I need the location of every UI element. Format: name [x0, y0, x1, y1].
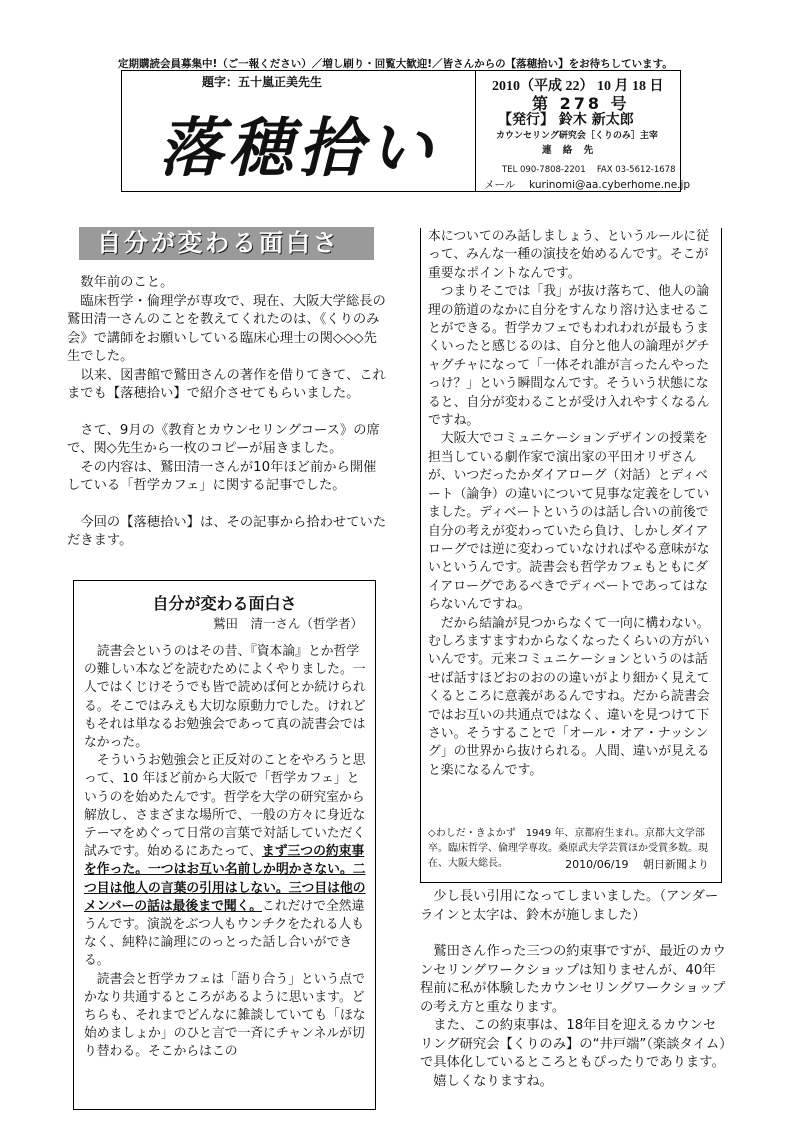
quoted-article-title: 自分が変わる面白さ	[152, 594, 297, 613]
intro-paragraph: 数年前のこと。	[67, 275, 174, 290]
spacer	[67, 404, 389, 422]
spacer	[420, 925, 726, 943]
quote-paragraph: だから結論が見つからなくて一向に構わない。むしろますますわからなくなったくらいの方がいいんです。元来コミュニケーションというのは話せば話すほどおのおのの違いがより細かく見えてくるところに意義があるんですね。だから読書会ではお互いの共通点ではなく、違いを見つけて下さい。そうすることで「オール・オア・ナッシング」の世界から抜けられる。人間、違いが見えると楽になるんです。	[428, 615, 710, 778]
author-profile: ◇わしだ・きよかず 1949 年、京都府生まれ。京都大文学部卒。臨床哲学、倫理学専攻。桑原武夫学芸賞ほか受賞多数。現在、大阪大総長。	[428, 828, 708, 869]
intro-paragraph: 今回の【落穂拾い】は、その記事から拾わせていただきます。	[67, 514, 387, 548]
intro-text	[67, 274, 389, 551]
source-citation: 2010/06/19 朝日新聞より	[565, 858, 709, 871]
quote-text: そういうお勉強会と正反対のことをやろうと思って、10 年ほど前から大阪で「哲学カフェ」というのを始めたんです。哲学を大学の研究室から解放し、さまざまな場所で、一般の方々に身近なテーマをめぐって日常の言葉で対話していただく試みです。始めるにあたって、	[84, 753, 366, 860]
calligraphy-credit: 題字：五十嵐正美先生	[202, 75, 323, 89]
quote-paragraph: 読書会と哲学カフェは「語り合う」という点でかなり共通するところがあるように思います。どちらも、それまでどんなに雑談していても「ほな始めましょか」のひと言で一斉にチャンネルが切り替わる。そこからはこの	[84, 971, 366, 1060]
quote-paragraph: 大阪大でコミュニケーションデザインの授業を担当している劇作家で演出家の平田オリザさんが、いつだったかダイアローグ（対話）とディベート（論争）の違いについて見事な定義をしていました。ディベートというのは話し合いの前後で自分の考えが変わっていたら負け、しかしダイアローグでは逆に変わっていなければやる意味がないというんです。読書会も哲学カフェもともにダイアローグであるべきでディベートであってはならないんですね。	[428, 431, 710, 613]
intro-paragraph: 以来、図書館で鷲田さんの著作を借りてきて、これまでも【落穂拾い】で紹介させてもらいました。	[67, 367, 386, 401]
afterword	[420, 888, 726, 1091]
quote-paragraph: つまりそこでは「我」が抜け落ちて、他人の論理の筋道のなかに自分をすんなり溶け込ませることができる。哲学カフェでもわれわれが最もうまくいったと感じるのは、自分と他人の論理がグチャグチャになって「一体それ誰が言ったんやったっけ？」という瞬間なんです。そういう状態になると、自分が変わることが受け入れやすくなるんですね。	[428, 284, 710, 429]
masthead-divider	[475, 71, 476, 191]
issue-number: 第 278 号	[532, 94, 630, 113]
spacer	[67, 496, 389, 514]
quote-text: これだけで全然違うんです。演説をぶつ人もウンチクをたれる人もなく、純粋に論理にのっとった話し合いができる。	[84, 898, 365, 969]
quote-emphasis: まず三つの約束事を作った。一つはお互い名前しか明かさない。二つ目は他人の言葉の引用はしない。三つ目は他のメンバーの話は最後まで聞く。	[84, 844, 366, 914]
masthead	[121, 70, 691, 192]
quoted-article-continued	[420, 228, 722, 883]
quote-paragraph	[84, 752, 368, 970]
quoted-article-author: 鷲田 清一さん（哲学者）	[212, 616, 363, 631]
quoted-article-body-continued	[428, 228, 718, 780]
afterword-paragraph: 少し長い引用になってしまいました。（アンダーラインと太字は、鈴木が施しました）	[420, 889, 719, 923]
quoted-article-body	[84, 643, 368, 1062]
tel-fax: TEL 090-7808-2201 FAX 03-5612-1678	[502, 165, 676, 175]
subscription-notice: 定期購読会員募集中!（ご一報ください）／増し刷り・回覧大歓迎!／皆さんからの【落穂拾い】をお待ちしています。	[118, 58, 673, 70]
afterword-paragraph: 鷲田さん作った三つの約束事ですが、最近のカウンセリングワークショップは知りませんが、40年程前に私が体験したカウンセリングワークショップの考え方と重なります。	[420, 944, 726, 1015]
contact-label: 連 絡 先	[542, 145, 598, 156]
organization: カウンセリング研究会［くりのみ］主宰	[496, 131, 658, 141]
quote-paragraph: 本についてのみ話しましょう、というルールに従って、みんな一種の演技を始めるんです。そこが重要なポイントなんです。	[428, 229, 710, 281]
newsletter-logo: 落穂拾い	[158, 111, 439, 186]
quote-paragraph: 読書会というのはその昔、『資本論』とか哲学の難しい本などを読むためによくやりました。一人ではくじけそうでも皆で読めば何とか続けられる。そこではみえも大切な原動力でした。けれどもそれは単なるお勉強会であって真の読書会ではなかった。	[84, 644, 366, 751]
issue-date: 2010（平成 22） 10 月 18 日	[492, 79, 664, 94]
afterword-paragraph: 嬉しくなりますね。	[420, 1073, 553, 1089]
article-title: 自分が変わる面白さ	[79, 227, 374, 260]
intro-paragraph: その内容は、鷲田清一さんが10年ほど前から開催している「哲学カフェ」に関する記事でした。	[67, 459, 377, 493]
publisher: 【発行】 鈴木 新太郎	[498, 112, 634, 128]
intro-paragraph: 臨床哲学・倫理学が専攻で、現在、大阪大学総長の鷲田清一さんのことを教えてくれたのは、《くりのみ会》で講師をお願いしている臨床心理士の関◇◇◇先生でした。	[67, 293, 386, 364]
intro-paragraph: さて、9月の《教育とカウンセリングコース》の席で、関◇先生から一枚のコピーが届きました。	[67, 422, 380, 456]
mail-address: メール kurinomi@aa.cyberhome.ne.jp	[484, 179, 691, 191]
afterword-paragraph: また、この約束事は、18年目を迎えるカウンセリング研究会【くりのみ】の“井戸端”（楽談タイム）で具体化しているところともぴったりであります。	[420, 1018, 726, 1070]
quoted-article-box	[73, 580, 376, 1110]
